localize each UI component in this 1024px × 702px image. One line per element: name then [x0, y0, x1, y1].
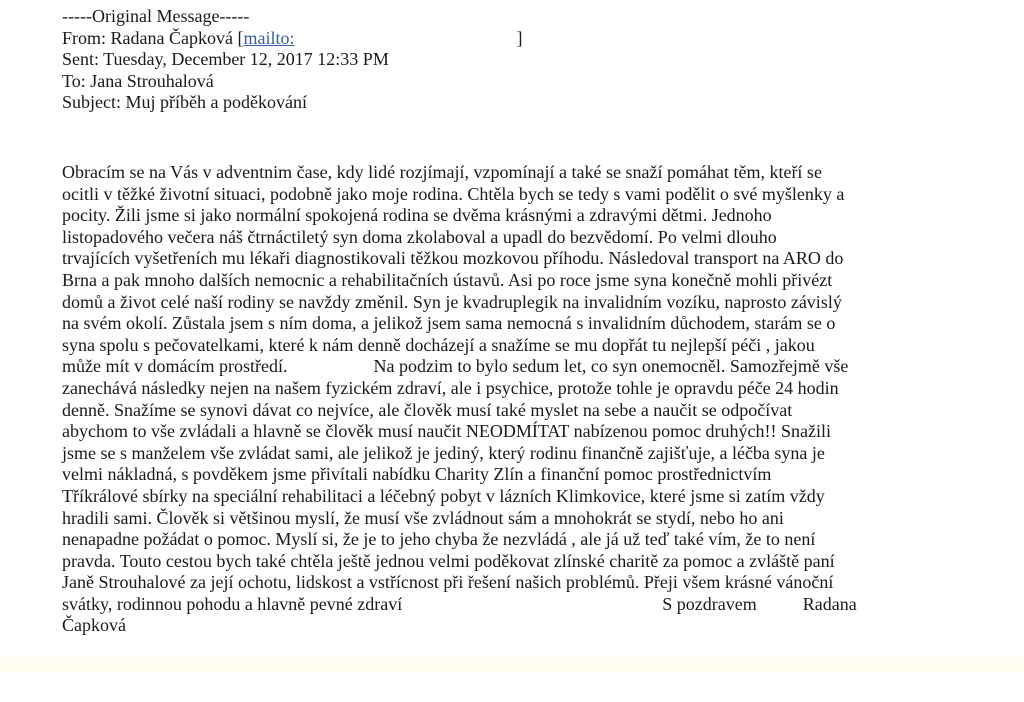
email-header — [62, 6, 522, 114]
body-line: abychom to vše zvládali a hlavně se člověk musí naučit NEODMÍTAT nabízenou pomoc druhých!! Snažili — [62, 421, 832, 442]
body-line: nenapadne požádat o pomoc. Myslí si, že je to jeho chyba že nezvládá , ale já už teď také vím, že to není — [62, 529, 816, 550]
body-line-part: Na podzim to bylo sedum let, co syn onemocněl. Samozřejmě vše — [373, 356, 849, 377]
body-line: Janě Strouhalové za její ochotu, lidskost a vstřícnost při řešení našich problémů. Přeji všem krásné vánoční — [62, 572, 834, 593]
body-line: domů a život celé naší rodiny se navždy změnil. Syn je kvadruplegik na invalidním vozíku, naprosto závislý — [62, 291, 842, 312]
body-line: jsme se s manželem vše zvládat sami, ale jelikož je jediný, který rodinu finančně zajišťuje, a léčba syna je — [62, 442, 825, 463]
closing-line — [62, 594, 962, 616]
original-message-separator: -----Original Message----- — [62, 6, 250, 26]
body-line: trvajících vyšetřeních mu lékaři diagnostikovali těžkou mozkovou příhodu. Následoval transport na ARO do — [62, 248, 844, 269]
body-line: velmi nákladná, s povděkem jsme přivítali nabídku Charity Zlín a finanční pomoc prostřednictvím — [62, 464, 772, 485]
body-line — [62, 356, 962, 378]
body-line: syna spolu s pečovatelkami, které k nám denně docházejí a snažíme se mu dopřát tu nejlepší péči , jakou — [62, 334, 815, 355]
sent-line: Sent: Tuesday, December 12, 2017 12:33 PM — [62, 49, 389, 70]
body-line: denně. Snažíme se synovi dávat co nejvíce, ale člověk musí také myslet na sebe a naučit se odpočívat — [62, 399, 793, 420]
subject-line: Subject: Muj příběh a poděkování — [62, 92, 307, 113]
from-line — [62, 28, 522, 50]
body-line: Obracím se na Vás v adventnim čase, kdy lidé rozjímají, vzpomínají a také se snaží pomáhat těm, kteří se — [62, 162, 822, 182]
body-line: pravda. Touto cestou bych také chtěla ještě jednou velmi poděkovat zlínské charitě za pomoc a zvláště paní — [62, 550, 835, 571]
to-line: To: Jana Strouhalová — [62, 70, 214, 91]
body-line: Brna a pak mnoho dalších nemocnic a rehabilitačních ústavů. Asi po roce jsme syna konečně mohli přivézt — [62, 269, 833, 290]
body-line: na svém okolí. Zůstala jsem s ním doma, a jelikož jsem sama nemocná s invalidním důchodem, starám se o — [62, 313, 836, 334]
signature-first-name: Radana — [802, 593, 857, 614]
from-label: From: Radana Čapková [ — [62, 27, 244, 48]
mailto-link[interactable]: mailto: — [243, 27, 295, 48]
greeting: S pozdravem — [662, 593, 757, 614]
body-line: listopadového večera náš čtrnáctiletý syn doma zkolaboval a upadl do bezvědomí. Po velmi dlouho — [62, 226, 777, 247]
closing-text: svátky, rodinnou pohodu a hlavně pevné zdraví — [62, 593, 403, 614]
from-close-bracket: ] — [516, 27, 523, 48]
highlight-band — [0, 657, 1024, 673]
body-line-part: může mít v domácím prostředí. — [62, 356, 288, 377]
email-body — [62, 162, 962, 637]
signature-last-name: Čapková — [62, 615, 126, 636]
body-line: hradili sami. Člověk si většinou myslí, že musí vše zvládnout sám a mnohokrát se stydí, nebo ho ani — [62, 507, 784, 528]
body-line: ocitli v těžké životní situaci, podobně jako moje rodina. Chtěla bych se tedy s vami podělit o své myšlenky a — [62, 183, 845, 204]
body-line: Tříkrálové sbírky na speciální rehabilitaci a léčebný pobyt v lázních Klimkovice, které jsme si zatím vždy — [62, 485, 825, 506]
body-line: zanechává následky nejen na našem fyzickém zdraví, ale i psychice, protože tohle je opravdu péče 24 hodin — [62, 377, 839, 398]
body-line: pocity. Žili jsme si jako normální spokojená rodina se dvěma krásnými a zdravými dětmi. Jednoho — [62, 205, 772, 226]
